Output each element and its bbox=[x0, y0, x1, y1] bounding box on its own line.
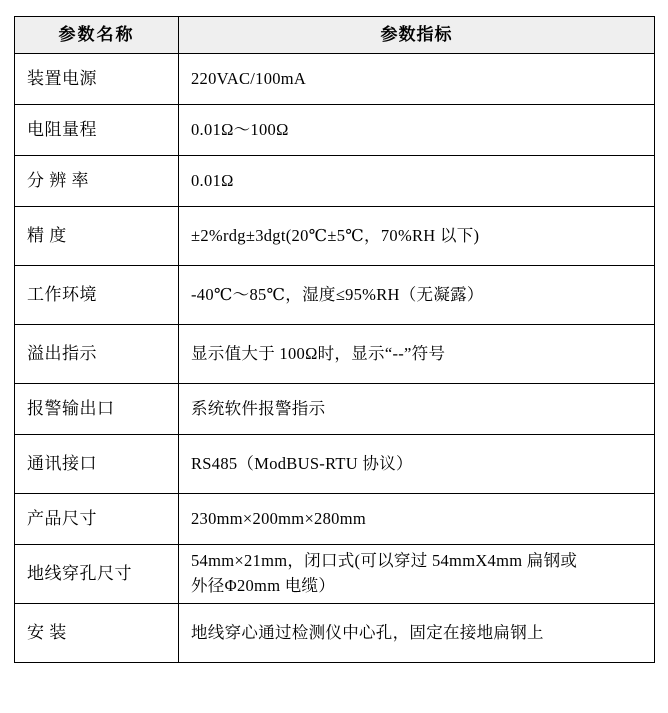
cell-parameter-name: 工作环境 bbox=[15, 266, 179, 325]
cell-parameter-value: 显示值大于 100Ω时，显示“--”符号 bbox=[179, 325, 655, 384]
table-header bbox=[15, 17, 655, 54]
cell-parameter-value: 地线穿心通过检测仪中心孔，固定在接地扁钢上 bbox=[179, 604, 655, 663]
cell-parameter-name: 地线穿孔尺寸 bbox=[15, 545, 179, 604]
value-line-2: 外径Φ20mm 电缆） bbox=[191, 576, 336, 595]
table-row bbox=[15, 266, 655, 325]
cell-parameter-name: 电阻量程 bbox=[15, 105, 179, 156]
cell-parameter-value: 0.01Ω～100Ω bbox=[179, 105, 655, 156]
table-row bbox=[15, 604, 655, 663]
cell-parameter-name: 溢出指示 bbox=[15, 325, 179, 384]
table-row bbox=[15, 54, 655, 105]
cell-parameter-value: -40℃～85℃，湿度≤95%RH（无凝露） bbox=[179, 266, 655, 325]
cell-parameter-name: 产品尺寸 bbox=[15, 494, 179, 545]
column-header-parameter-value: 参数指标 bbox=[179, 17, 655, 54]
cell-parameter-value: RS485（ModBUS-RTU 协议） bbox=[179, 435, 655, 494]
specification-table bbox=[14, 16, 655, 663]
table-body bbox=[15, 54, 655, 663]
cell-parameter-name: 装置电源 bbox=[15, 54, 179, 105]
cell-parameter-name: 报警输出口 bbox=[15, 384, 179, 435]
cell-parameter-name: 分 辨 率 bbox=[15, 156, 179, 207]
table-header-row bbox=[15, 17, 655, 54]
cell-parameter-value: 220VAC/100mA bbox=[179, 54, 655, 105]
table-row bbox=[15, 325, 655, 384]
table-row bbox=[15, 494, 655, 545]
cell-parameter-value-multiline bbox=[179, 545, 655, 604]
cell-parameter-name: 通讯接口 bbox=[15, 435, 179, 494]
table-row bbox=[15, 545, 655, 604]
table-row bbox=[15, 435, 655, 494]
value-line-1: 54mm×21mm，闭口式(可以穿过 54mmX4mm 扁钢或 bbox=[191, 551, 578, 571]
table-row bbox=[15, 384, 655, 435]
cell-parameter-name: 安 装 bbox=[15, 604, 179, 663]
cell-parameter-value: 系统软件报警指示 bbox=[179, 384, 655, 435]
column-header-parameter-name: 参数名称 bbox=[15, 17, 179, 54]
table-row bbox=[15, 105, 655, 156]
cell-parameter-value: 230mm×200mm×280mm bbox=[179, 494, 655, 545]
cell-parameter-name: 精 度 bbox=[15, 207, 179, 266]
cell-parameter-value: ±2%rdg±3dgt(20℃±5℃，70%RH 以下) bbox=[179, 207, 655, 266]
cell-parameter-value: 0.01Ω bbox=[179, 156, 655, 207]
table-row bbox=[15, 156, 655, 207]
table-row bbox=[15, 207, 655, 266]
